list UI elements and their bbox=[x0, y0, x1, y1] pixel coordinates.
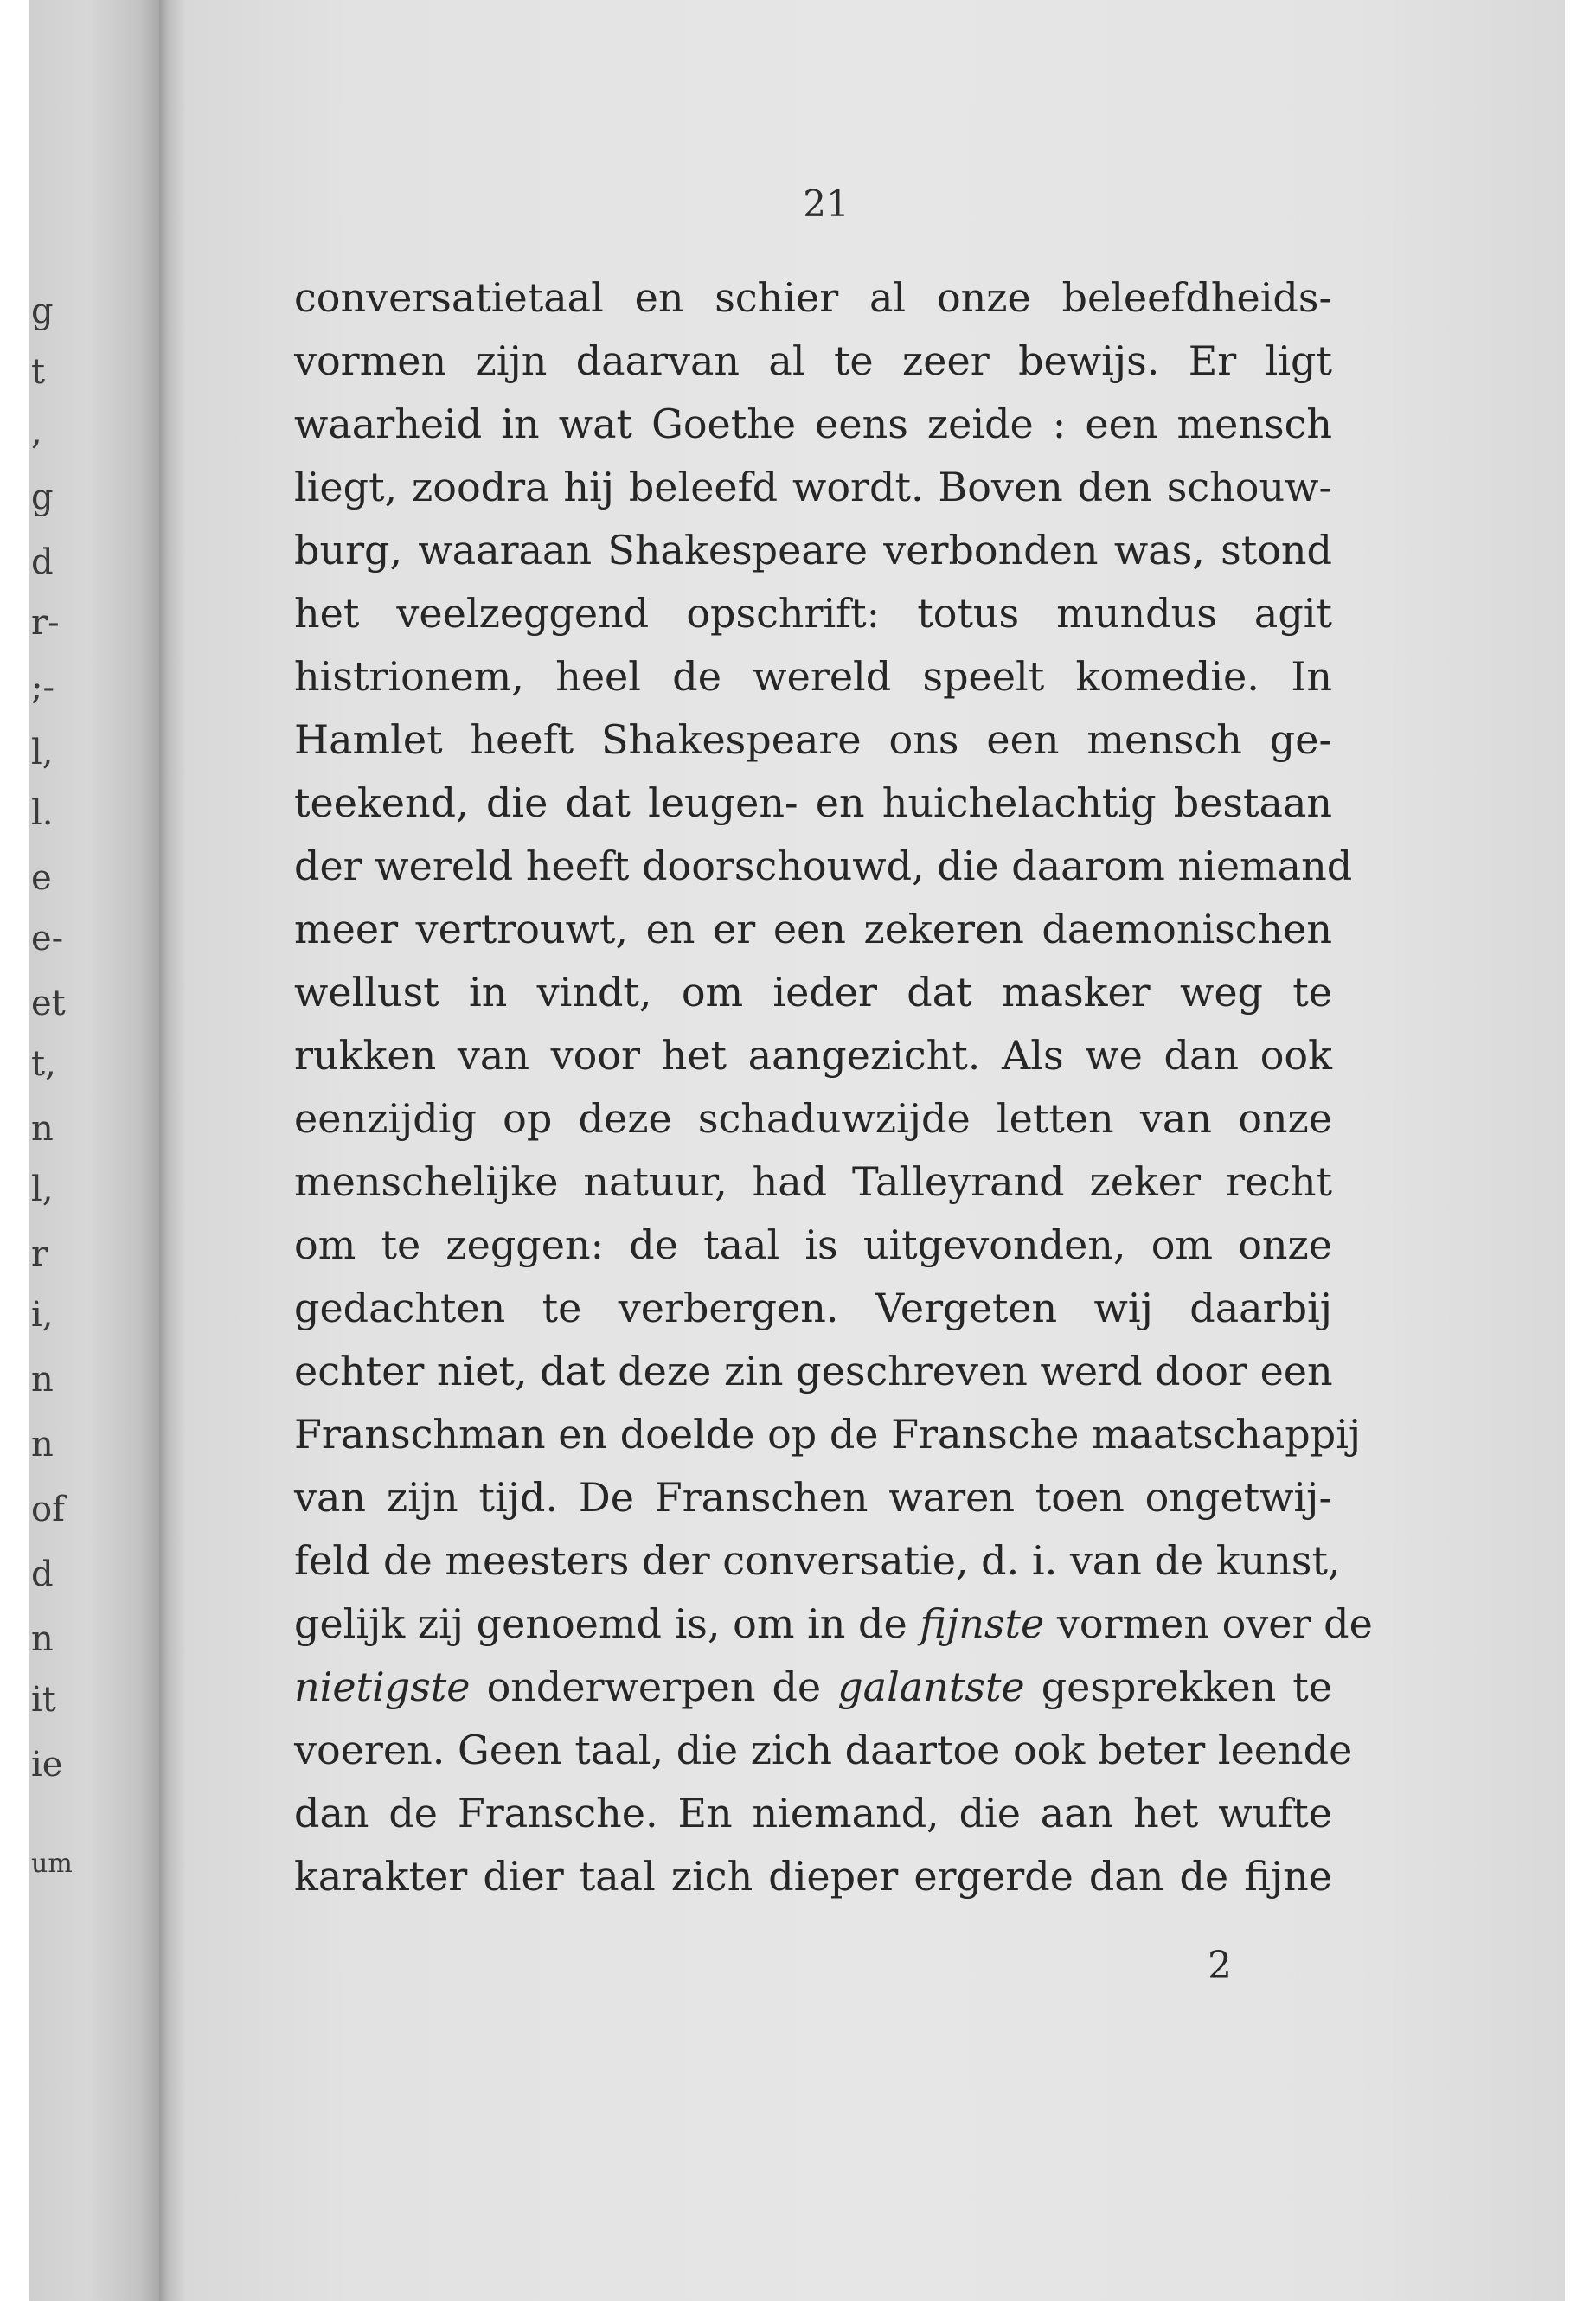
italic-word: galantste bbox=[837, 1663, 1025, 1710]
text-run: vormen over de bbox=[1044, 1600, 1373, 1647]
text-line: dan de Fransche. En niemand, die aan het wufte bbox=[294, 1790, 1332, 1836]
left-page-fragment: t, bbox=[31, 1044, 56, 1084]
left-page-fragment: et bbox=[31, 984, 66, 1023]
left-page-fragment: g bbox=[31, 478, 54, 517]
text-line: meer vertrouwt, en er een zekeren daemonischen bbox=[294, 906, 1332, 952]
italic-word: nietigste bbox=[294, 1663, 471, 1710]
text-line: liegt, zoodra hij beleefd wordt. Boven den schouw- bbox=[294, 464, 1332, 510]
text-line: rukken van voor het aangezicht. Als we dan ook bbox=[294, 1032, 1332, 1079]
left-page-fragment: e bbox=[31, 858, 52, 898]
text-run: onderwerpen de bbox=[470, 1663, 838, 1710]
left-page-fragment: n bbox=[31, 1425, 54, 1465]
text-line: van zijn tijd. De Franschen waren toen ongetwij- bbox=[294, 1474, 1332, 1521]
left-page-fragment: l, bbox=[31, 1170, 54, 1209]
book-gutter bbox=[159, 0, 185, 2301]
text-line: voeren. Geen taal, die zich daartoe ook beter leende bbox=[294, 1727, 1353, 1773]
left-page-fragment: of bbox=[31, 1490, 65, 1529]
left-page-fragment: t bbox=[31, 352, 46, 392]
signature-mark: 2 bbox=[1208, 1944, 1232, 1988]
italic-word: fijnste bbox=[920, 1600, 1045, 1647]
text-line: eenzijdig op deze schaduwzijde letten van onze bbox=[294, 1095, 1332, 1142]
left-page-fragment: l. bbox=[31, 793, 54, 833]
left-page-fragment: g bbox=[31, 292, 54, 331]
scan-margin bbox=[1565, 0, 1596, 2301]
text-run: gelijk zij genoemd is, om in de bbox=[294, 1600, 920, 1647]
text-line: om te zeggen: de taal is uitgevonden, om onze bbox=[294, 1221, 1332, 1268]
text-line: vormen zijn daarvan al te zeer bewijs. Er ligt bbox=[294, 337, 1332, 384]
text-line: teekend, die dat leugen- en huichelachtig bestaan bbox=[294, 779, 1332, 826]
left-page-fragment: n bbox=[31, 1360, 54, 1400]
text-line bbox=[294, 1659, 1332, 1715]
left-page-fragment: d bbox=[31, 542, 54, 582]
left-page-fragment: r- bbox=[31, 603, 60, 643]
left-page-fragment: it bbox=[31, 1680, 56, 1720]
text-line bbox=[294, 1596, 1373, 1651]
left-page-fragment: ie bbox=[31, 1745, 63, 1785]
text-line: conversatietaal en schier al onze beleefdheids- bbox=[294, 274, 1332, 321]
left-page-fragment: i, bbox=[31, 1295, 54, 1335]
text-line: der wereld heeft doorschouwd, die daarom niemand bbox=[294, 843, 1353, 889]
left-page-fragment: , bbox=[31, 413, 42, 452]
text-line: karakter dier taal zich dieper ergerde dan de fijne bbox=[294, 1853, 1332, 1900]
text-line: menschelijke natuur, had Talleyrand zeker recht bbox=[294, 1158, 1332, 1205]
left-page-fragment: n bbox=[31, 1619, 54, 1659]
text-line: burg, waaraan Shakespeare verbonden was, stond bbox=[294, 527, 1332, 574]
page-number: 21 bbox=[803, 183, 849, 225]
text-line: histrionem, heel de wereld speelt komedie. In bbox=[294, 653, 1332, 700]
text-run: gesprekken te bbox=[1024, 1663, 1332, 1710]
left-page-edge bbox=[29, 0, 159, 2301]
left-page-fragment: n bbox=[31, 1109, 54, 1149]
left-page-fragment: d bbox=[31, 1554, 54, 1594]
text-line: wellust in vindt, om ieder dat masker weg te bbox=[294, 969, 1332, 1016]
left-page-fragment: r bbox=[31, 1234, 48, 1274]
text-line: Hamlet heeft Shakespeare ons een mensch ge- bbox=[294, 716, 1332, 763]
left-page-fragment: l, bbox=[31, 733, 54, 772]
text-line: waarheid in wat Goethe eens zeide : een mensch bbox=[294, 401, 1332, 447]
text-line: het veelzeggend opschrift: totus mundus agit bbox=[294, 590, 1332, 637]
left-page-fragment: e- bbox=[31, 919, 64, 958]
text-line: Franschman en doelde op de Fransche maatschappij bbox=[294, 1411, 1362, 1458]
text-line: feld de meesters der conversatie, d. i. van de kunst, bbox=[294, 1537, 1341, 1584]
text-line: gedachten te verbergen. Vergeten wij daarbij bbox=[294, 1285, 1332, 1331]
text-line: echter niet, dat deze zin geschreven werd door een bbox=[294, 1348, 1333, 1394]
left-page-fragment: um bbox=[31, 1849, 73, 1879]
left-page-fragment: ;- bbox=[31, 668, 54, 708]
